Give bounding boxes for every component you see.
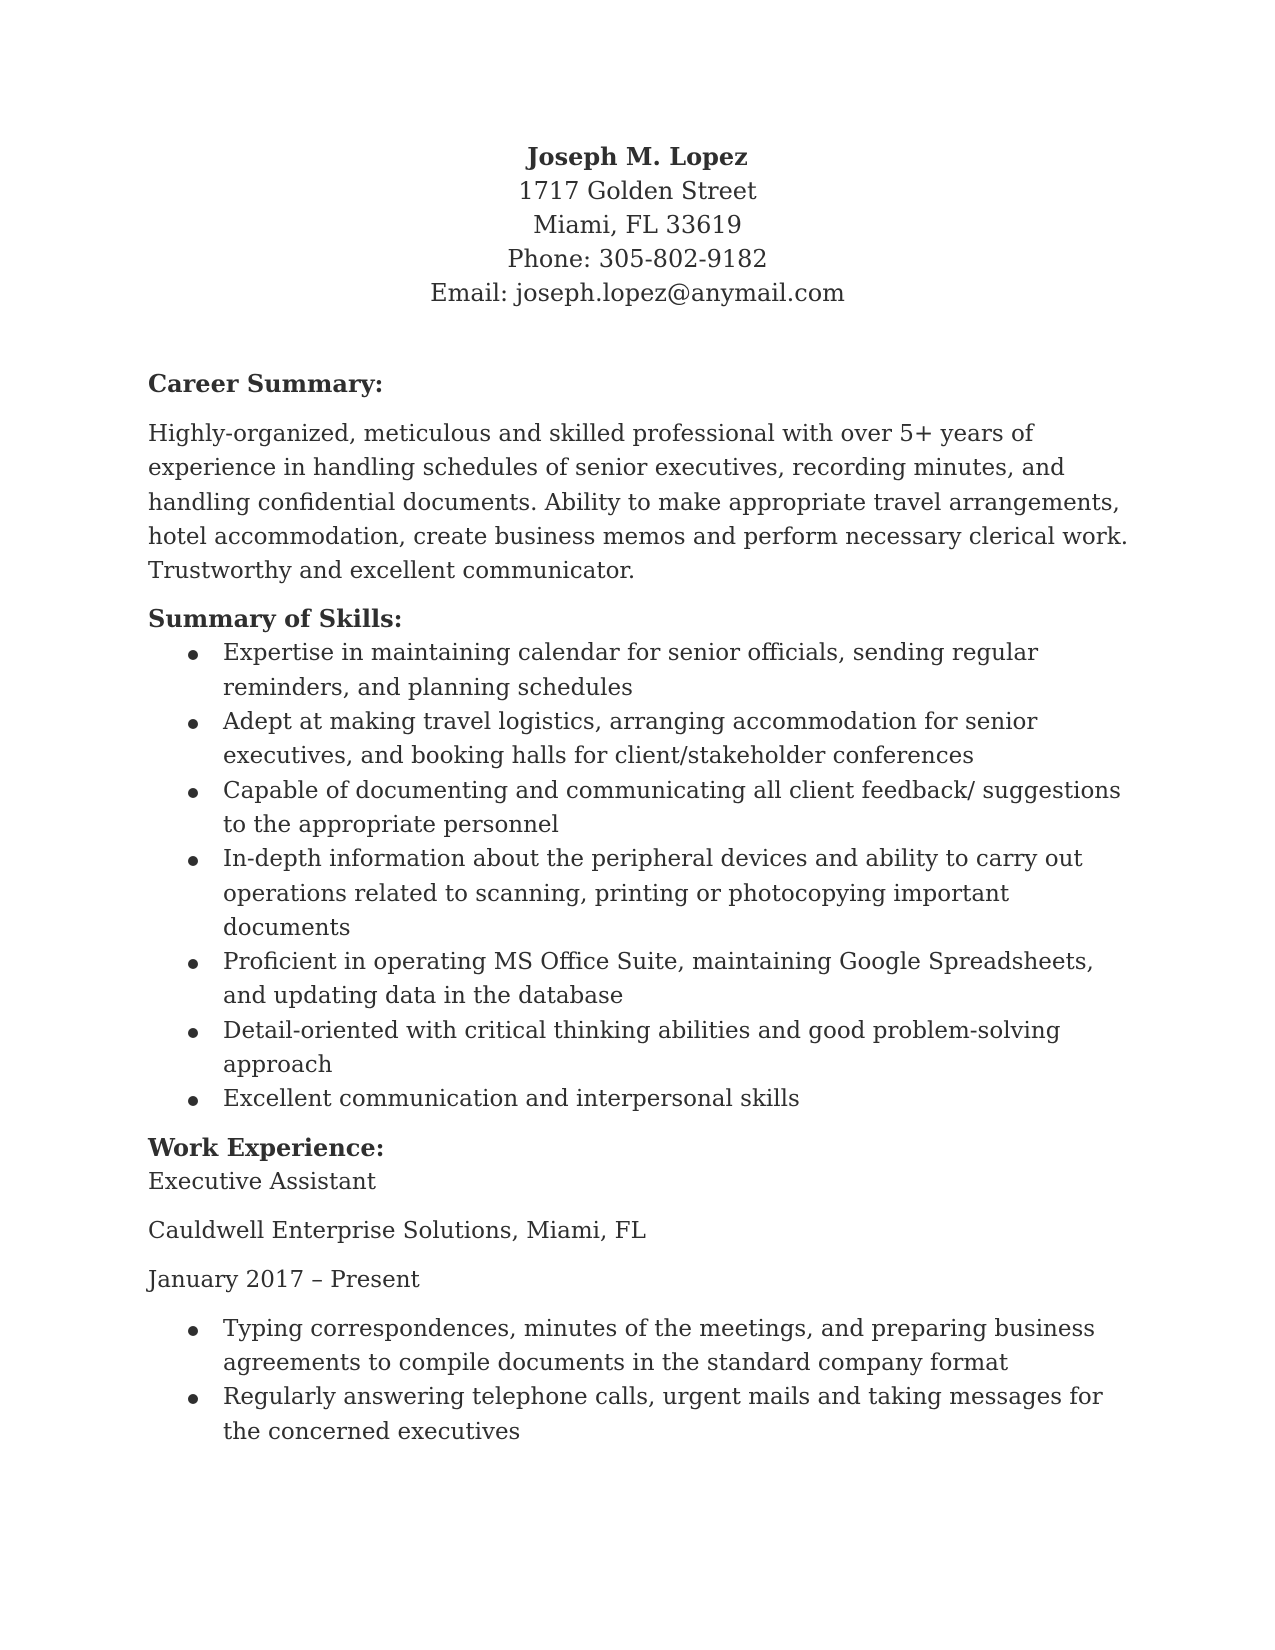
- skill-item: [148, 705, 1138, 774]
- bullet-icon: [188, 1028, 198, 1038]
- skill-text: Adept at making travel logistics, arranging accommodation for senior executives, and booking halls for client/stakeholder conferences: [223, 709, 1038, 770]
- bullet-icon: [188, 788, 198, 798]
- skills-heading: Summary of Skills:: [148, 604, 403, 634]
- skill-item: [148, 945, 1138, 1014]
- duty-item: [148, 1312, 1138, 1381]
- address-line-2: Miami, FL 33619: [533, 211, 742, 239]
- job-position: Executive Assistant: [148, 1168, 376, 1195]
- duty-text: Typing correspondences, minutes of the meetings, and preparing business agreements to compile documents in the standard company format: [223, 1315, 1096, 1376]
- skill-item: [148, 1014, 1138, 1083]
- career-summary-heading: Career Summary:: [148, 369, 384, 398]
- skills-list: [148, 636, 1138, 1116]
- resume-body: [148, 367, 1138, 1449]
- duty-text: Regularly answering telephone calls, urgent mails and taking messages for the concerned executives: [223, 1384, 1103, 1445]
- skill-item: [148, 842, 1138, 945]
- phone-line: Phone: 305-802-9182: [507, 245, 768, 273]
- job-company: Cauldwell Enterprise Solutions, Miami, FL: [148, 1217, 646, 1244]
- skill-text: Excellent communication and interpersonal skills: [223, 1086, 800, 1113]
- skill-text: Proficient in operating MS Office Suite, maintaining Google Spreadsheets, and updating data in the database: [223, 949, 1094, 1010]
- bullet-icon: [188, 1096, 198, 1106]
- skill-item: [148, 774, 1138, 843]
- job-duties-list: [148, 1312, 1138, 1449]
- bullet-icon: [188, 650, 198, 660]
- skill-text: Capable of documenting and communicating all client feedback/ suggestions to the appropriate personnel: [223, 777, 1121, 838]
- bullet-icon: [188, 959, 198, 969]
- job-dates: January 2017 – Present: [148, 1266, 420, 1293]
- bullet-icon: [188, 1326, 198, 1336]
- address-line-1: 1717 Golden Street: [518, 177, 757, 205]
- bullet-icon: [188, 1394, 198, 1404]
- duty-item: [148, 1380, 1138, 1449]
- skill-item: [148, 1082, 1138, 1116]
- bullet-icon: [188, 856, 198, 866]
- skill-text: Detail-oriented with critical thinking abilities and good problem-solving approach: [223, 1017, 1061, 1079]
- skill-item: [148, 636, 1138, 705]
- career-summary-text: Highly-organized, meticulous and skilled professional with over 5+ years of experience in handling schedules of senior executives, recording minutes, and handling confidential documents. Ability to make appropriate travel arrangements, hotel accommodation, create business memos and perform necessary clerical work. Trustworthy and excellent communicator.: [148, 421, 1129, 585]
- skill-text: Expertise in maintaining calendar for senior officials, sending regular reminders, and planning schedules: [223, 640, 1039, 701]
- contact-header: [0, 140, 1275, 310]
- bullet-icon: [188, 719, 198, 729]
- work-experience-heading: Work Experience:: [148, 1132, 385, 1162]
- candidate-name: Joseph M. Lopez: [527, 142, 748, 171]
- skill-text: In-depth information about the peripheral devices and ability to carry out operations related to scanning, printing or photocopying important documents: [223, 846, 1083, 941]
- email-line: Email: joseph.lopez@anymail.com: [430, 279, 845, 307]
